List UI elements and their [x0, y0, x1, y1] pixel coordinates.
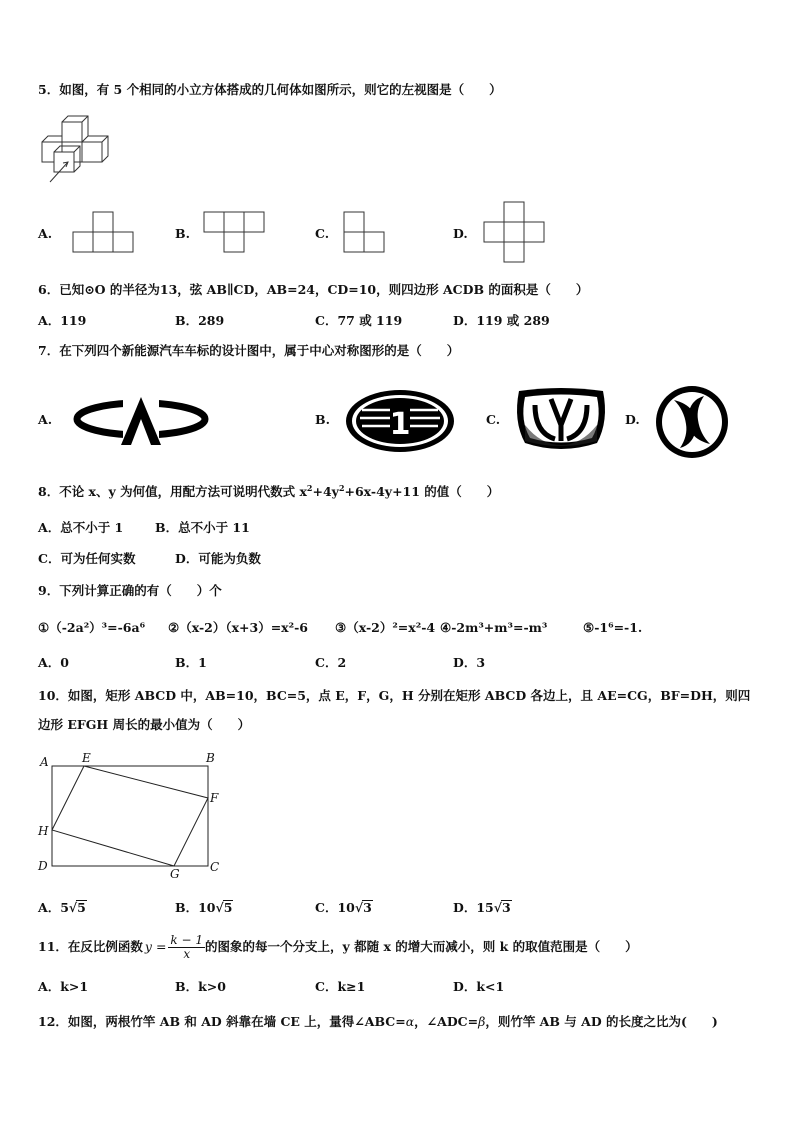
q10-label-c: C	[210, 860, 220, 874]
q7-logo-d	[654, 384, 730, 460]
q10-option-b: B．10√5	[175, 900, 233, 915]
q10-option-c: C．10√3	[315, 900, 372, 915]
q9-option-a: A．0	[38, 655, 69, 670]
q10-rectangle-figure	[34, 750, 234, 882]
q10-label-d: D	[38, 859, 48, 873]
q10-label-h: H	[38, 824, 49, 838]
q10-label-a: A	[40, 755, 49, 769]
q9-option-c: C．2	[315, 655, 347, 670]
q5-option-a: A.	[38, 226, 53, 241]
q9-item-1: ①（-2a²）³=-6a⁶	[38, 620, 146, 635]
q10-label-g: G	[170, 867, 180, 881]
q7-logo-b-text: 1	[389, 407, 411, 442]
q10-stem-line-1: 10．如图，矩形 ABCD 中，AB=10，BC=5，点 E，F，G，H 分别在矩形 ABCD 各边上，且 AE=CG，BF=DH，则四	[38, 688, 751, 703]
q9-item-5: ⑤-1⁶=-1.	[583, 620, 643, 635]
q9-option-d: D．3	[453, 655, 486, 670]
q10-label-b: B	[206, 751, 215, 765]
q5-option-c: C.	[315, 226, 330, 241]
q11-option-c: C．k≥1	[315, 979, 366, 994]
q11-stem: 11．在反比例函数 y = $\frac{k - 1}{x}$ 的图象的每一个分支上，y 都随 x 的增大而减小，则 k 的取值范围是（ ）	[38, 932, 638, 961]
q8-option-c: C．可为任何实数	[38, 551, 136, 566]
q7-option-b: B.	[315, 412, 330, 427]
q9-stem: 9．下列计算正确的有（ ）个	[38, 583, 222, 598]
q7-option-a: A.	[38, 412, 53, 427]
q7-logo-a	[73, 389, 209, 449]
q8-option-a: A．总不小于 1	[38, 520, 124, 535]
q5-option-b-figure	[203, 211, 265, 253]
q6-stem: 6．已知⊙O 的半径为13，弦 AB∥CD，AB=24，CD=10，则四边形 ACDB 的面积是（ ）	[38, 282, 589, 297]
q9-item-3: ③（x-2）²=x²-4	[335, 620, 436, 635]
q5-option-d: D.	[453, 226, 468, 241]
q5-stem: 5．如图，有 5 个相同的小立方体搭成的几何体如图所示，则它的左视图是（ ）	[38, 82, 502, 97]
q8-option-b: B．总不小于 11	[155, 520, 250, 535]
q9-item-2: ②（x-2）（x+3）=x²-6	[168, 620, 308, 635]
q12-stem: 12．如图，两根竹竿 AB 和 AD 斜靠在墙 CE 上，量得∠ABC=α，∠ADC=β，则竹竿 AB 与 AD 的长度之比为( )	[38, 1014, 718, 1029]
q10-label-f: F	[210, 791, 219, 805]
q11-option-a: A．k>1	[38, 979, 89, 994]
q9-option-b: B．1	[175, 655, 207, 670]
q5-solid-figure	[38, 112, 113, 187]
q6-option-b: B．289	[175, 313, 225, 328]
q6-option-d: D．119 或 289	[453, 313, 550, 328]
q11-option-d: D．k<1	[453, 979, 505, 994]
q5-option-c-figure	[343, 211, 385, 253]
q5-option-a-figure	[72, 211, 134, 253]
q9-item-4: ④-2m³+m³=-m³	[440, 620, 548, 635]
q8-option-d: D．可能为负数	[175, 551, 261, 566]
q10-option-a: A．5√5	[38, 900, 86, 915]
q7-option-c: C.	[486, 412, 501, 427]
q7-logo-b	[344, 388, 456, 454]
q10-option-d: D．15√3	[453, 900, 511, 915]
q6-option-a: A．119	[38, 313, 87, 328]
q6-option-c: C．77 或 119	[315, 313, 403, 328]
q5-option-d-figure	[483, 201, 545, 263]
q10-label-e: E	[82, 751, 91, 765]
q5-option-b: B.	[175, 226, 190, 241]
q7-option-d: D.	[625, 412, 640, 427]
q11-option-b: B．k>0	[175, 979, 226, 994]
q7-stem: 7．在下列四个新能源汽车车标的设计图中，属于中心对称图形的是（ ）	[38, 343, 460, 358]
q8-stem: 8．不论 x、y 为何值，用配方法可说明代数式 $x^2+4y^2+6x-4y+11$ 的值（ ）	[38, 482, 500, 499]
q7-logo-c	[511, 385, 611, 455]
q10-stem-line-2: 边形 EFGH 周长的最小值为（ ）	[38, 717, 251, 732]
